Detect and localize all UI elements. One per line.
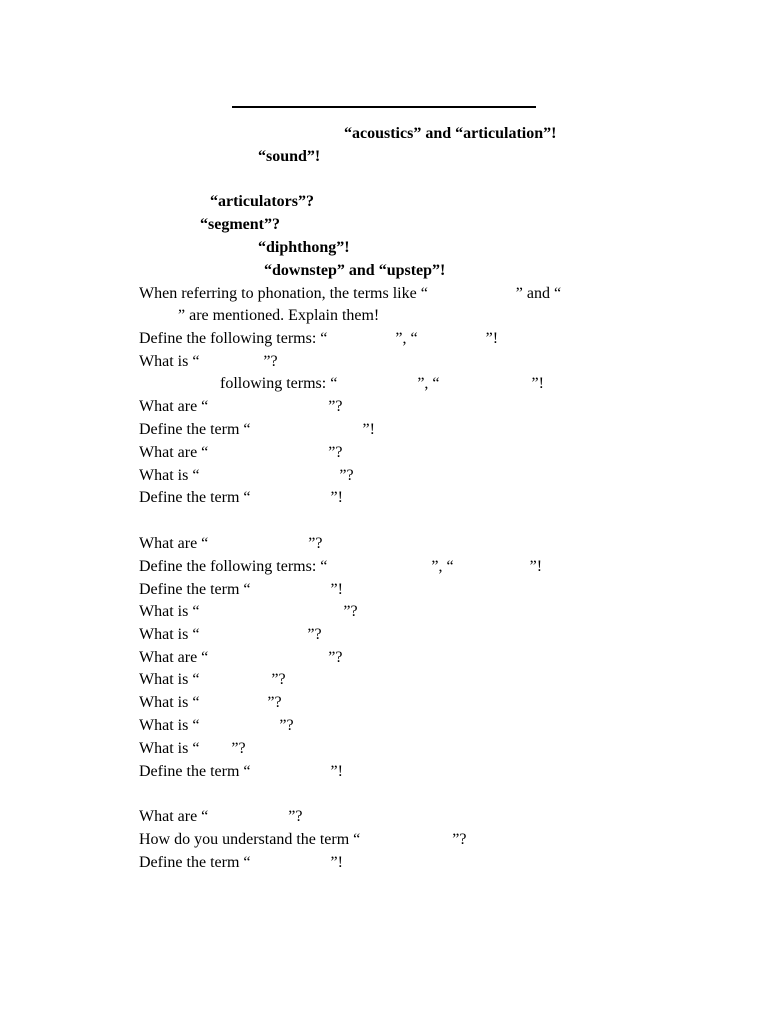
question-line: What is “ ”?	[139, 740, 246, 757]
question-line: What is “ ”?	[139, 626, 322, 643]
question-line: What are “ ”?	[139, 398, 343, 415]
question-line: What is “ ”?	[139, 467, 354, 484]
question-line: Define the following terms: “ ”, “ ”!	[139, 558, 543, 575]
question-line: What are “ ”?	[139, 649, 343, 666]
header-line-downstep-upstep: “downstep” and “upstep”!	[264, 262, 446, 279]
question-line: What are “ ”?	[139, 444, 343, 461]
header-line-segment: “segment”?	[200, 216, 280, 233]
header-line-acoustics: “acoustics” and “articulation”!	[344, 125, 557, 142]
question-line: What is “ ”?	[139, 671, 286, 688]
title-underline	[232, 106, 536, 108]
question-line: When referring to phonation, the terms like “ ” and “	[139, 285, 562, 302]
question-line: Define the term “ ”!	[139, 421, 375, 438]
question-line: Define the term “ ”!	[139, 854, 343, 871]
question-line: Define the term “ ”!	[139, 489, 343, 506]
question-line: Define the term “ ”!	[139, 763, 343, 780]
question-line: Define the following terms: “ ”, “ ”!	[139, 330, 499, 347]
question-line: How do you understand the term “ ”?	[139, 831, 467, 848]
question-line: What is “ ”?	[139, 694, 282, 711]
question-line: Define the term “ ”!	[139, 581, 343, 598]
header-line-diphthong: “diphthong”!	[258, 239, 350, 256]
header-line-sound: “sound”!	[258, 148, 321, 165]
question-line: What are “ ”?	[139, 808, 303, 825]
question-line: What are “ ”?	[139, 535, 323, 552]
question-line: following terms: “ ”, “ ”!	[220, 375, 544, 392]
question-line: What is “ ”?	[139, 717, 294, 734]
question-line: What is “ ”?	[139, 353, 278, 370]
question-line: What is “ ”?	[139, 603, 358, 620]
question-line: ” are mentioned. Explain them!	[178, 307, 380, 324]
header-line-articulators: “articulators”?	[210, 193, 314, 210]
